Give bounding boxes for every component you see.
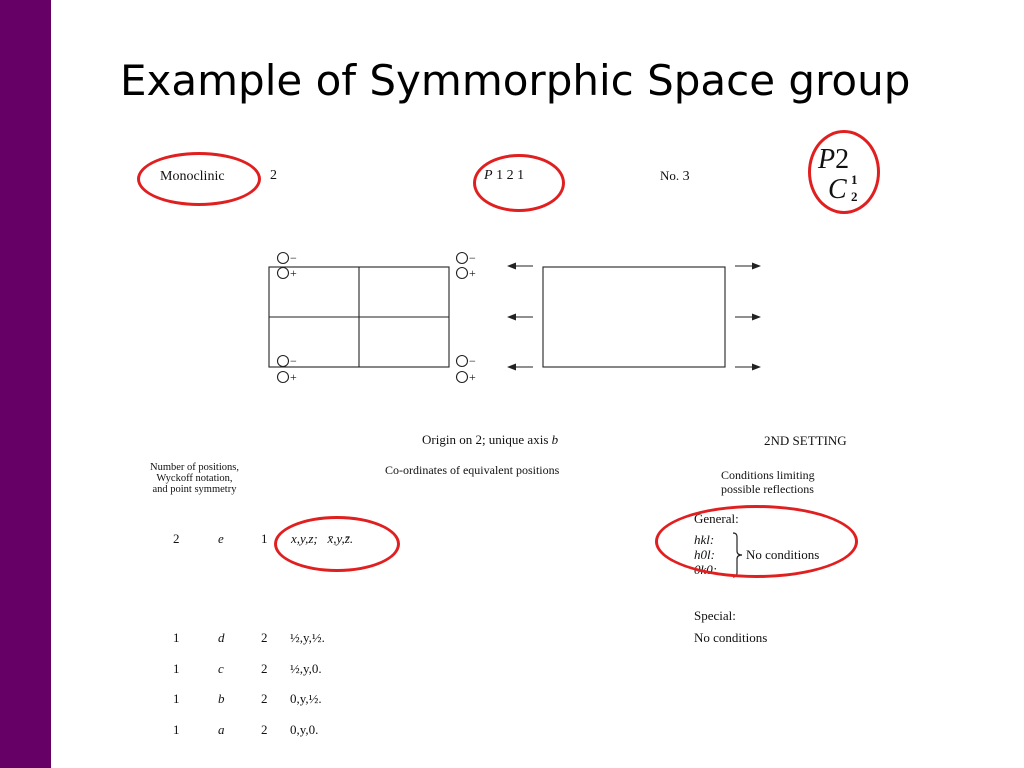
origin-axis: b [551, 432, 559, 447]
general-hkl-2: h0l: [694, 547, 715, 562]
origin-text: Origin on 2; unique axis [422, 432, 552, 447]
general-site-symmetry: 1 [261, 531, 268, 546]
setting-label: 2ND SETTING [764, 433, 847, 448]
arrow-right-top [752, 263, 761, 270]
conditions-header [721, 468, 815, 496]
slide-sidebar [0, 0, 51, 768]
special-row-d-coords: ½,y,½. [290, 630, 325, 645]
special-row-d-multiplicity: 1 [173, 630, 180, 645]
arrow-left-top [507, 263, 516, 270]
arrow-left-bottom [507, 364, 516, 371]
sign-top-right-minus: − [469, 251, 476, 265]
sign-top-right-plus: + [469, 266, 476, 280]
general-coords-2: x̄,y,z̄. [327, 531, 354, 546]
highlight-ring-short-symbol [808, 130, 880, 214]
coords-header: Co-ordinates of equivalent positions [385, 463, 560, 477]
schoenflies-sup: 1 [851, 172, 858, 187]
special-row-c-letter: c [218, 661, 224, 676]
symmetry-diagrams [255, 245, 775, 395]
crystal-system-label: Monoclinic [160, 169, 225, 184]
special-row-d-letter: d [218, 630, 225, 645]
short-symbol-axis: 2 [835, 144, 850, 175]
positions-header [150, 462, 239, 495]
special-row-b-letter: b [218, 691, 225, 706]
special-row-c-coords: ½,y,0. [290, 661, 322, 676]
general-hkl-1: hkl: [694, 532, 715, 547]
arrow-right-mid [752, 314, 761, 321]
slide-title: Example of Symmorphic Space group [120, 56, 911, 105]
highlight-ring-monoclinic [137, 152, 261, 206]
special-row-c-multiplicity: 1 [173, 661, 180, 676]
sign-bottom-right-plus: + [469, 370, 476, 384]
short-symbol-lattice: P [818, 144, 836, 175]
atom-top-left-minus [278, 253, 289, 264]
special-row-b-multiplicity: 1 [173, 691, 180, 706]
general-no-conditions: No conditions [746, 547, 820, 562]
special-row-a-coords: 0,y,0. [290, 722, 319, 737]
sign-top-left-minus: − [290, 251, 297, 265]
sign-bottom-left-plus: + [290, 370, 297, 384]
special-row-b-symmetry: 2 [261, 691, 268, 706]
hm-symbol-rest: 1 2 1 [496, 168, 525, 183]
special-row-b-coords: 0,y,½. [290, 691, 322, 706]
conditions-header-line-2: possible reflections [721, 482, 814, 496]
special-row-d-symmetry: 2 [261, 630, 268, 645]
atom-top-right-minus [457, 253, 468, 264]
highlight-ring-conditions [655, 505, 858, 578]
conditions-header-line-1: Conditions limiting [721, 468, 815, 482]
arrow-left-mid [507, 314, 516, 321]
atom-bottom-left-plus [278, 372, 289, 383]
right-cell-outline [543, 267, 725, 367]
space-group-number [660, 168, 690, 185]
crystal-class-number: 2 [270, 168, 277, 183]
sign-top-left-plus: + [290, 266, 297, 280]
atom-bottom-right-minus [457, 356, 468, 367]
space-group-number-label: No. [660, 168, 680, 183]
origin-line [422, 432, 558, 448]
sign-bottom-left-minus: − [290, 354, 297, 368]
schoenflies-sub: 2 [851, 189, 858, 204]
general-multiplicity: 2 [173, 531, 180, 546]
positions-header-line-1: Number of positions, [150, 462, 239, 473]
general-label: General: [694, 511, 739, 526]
special-row-a-symmetry: 2 [261, 722, 268, 737]
special-no-conditions: No conditions [694, 630, 768, 645]
positions-header-line-2: Wyckoff notation, [156, 473, 233, 484]
special-row-c-symmetry: 2 [261, 661, 268, 676]
hm-symbol-lattice: P [484, 168, 493, 183]
atom-bottom-left-minus [278, 356, 289, 367]
positions-header-line-3: and point symmetry [152, 484, 237, 495]
highlight-ring-general-coords [274, 516, 400, 572]
atom-bottom-right-plus [457, 372, 468, 383]
special-row-a-multiplicity: 1 [173, 722, 180, 737]
general-wyckoff-letter: e [218, 531, 224, 546]
atom-top-left-plus [278, 268, 289, 279]
schoenflies-letter: C [828, 174, 847, 205]
general-hkl-3: 0k0: [694, 562, 718, 577]
space-group-number-value: 3 [682, 169, 690, 184]
sign-bottom-right-minus: − [469, 354, 476, 368]
special-label: Special: [694, 608, 736, 623]
arrow-right-bottom [752, 364, 761, 371]
special-row-a-letter: a [218, 722, 225, 737]
highlight-ring-hm-symbol [473, 154, 565, 212]
atom-top-right-plus [457, 268, 468, 279]
general-coords-1: x,y,z; [291, 531, 318, 546]
